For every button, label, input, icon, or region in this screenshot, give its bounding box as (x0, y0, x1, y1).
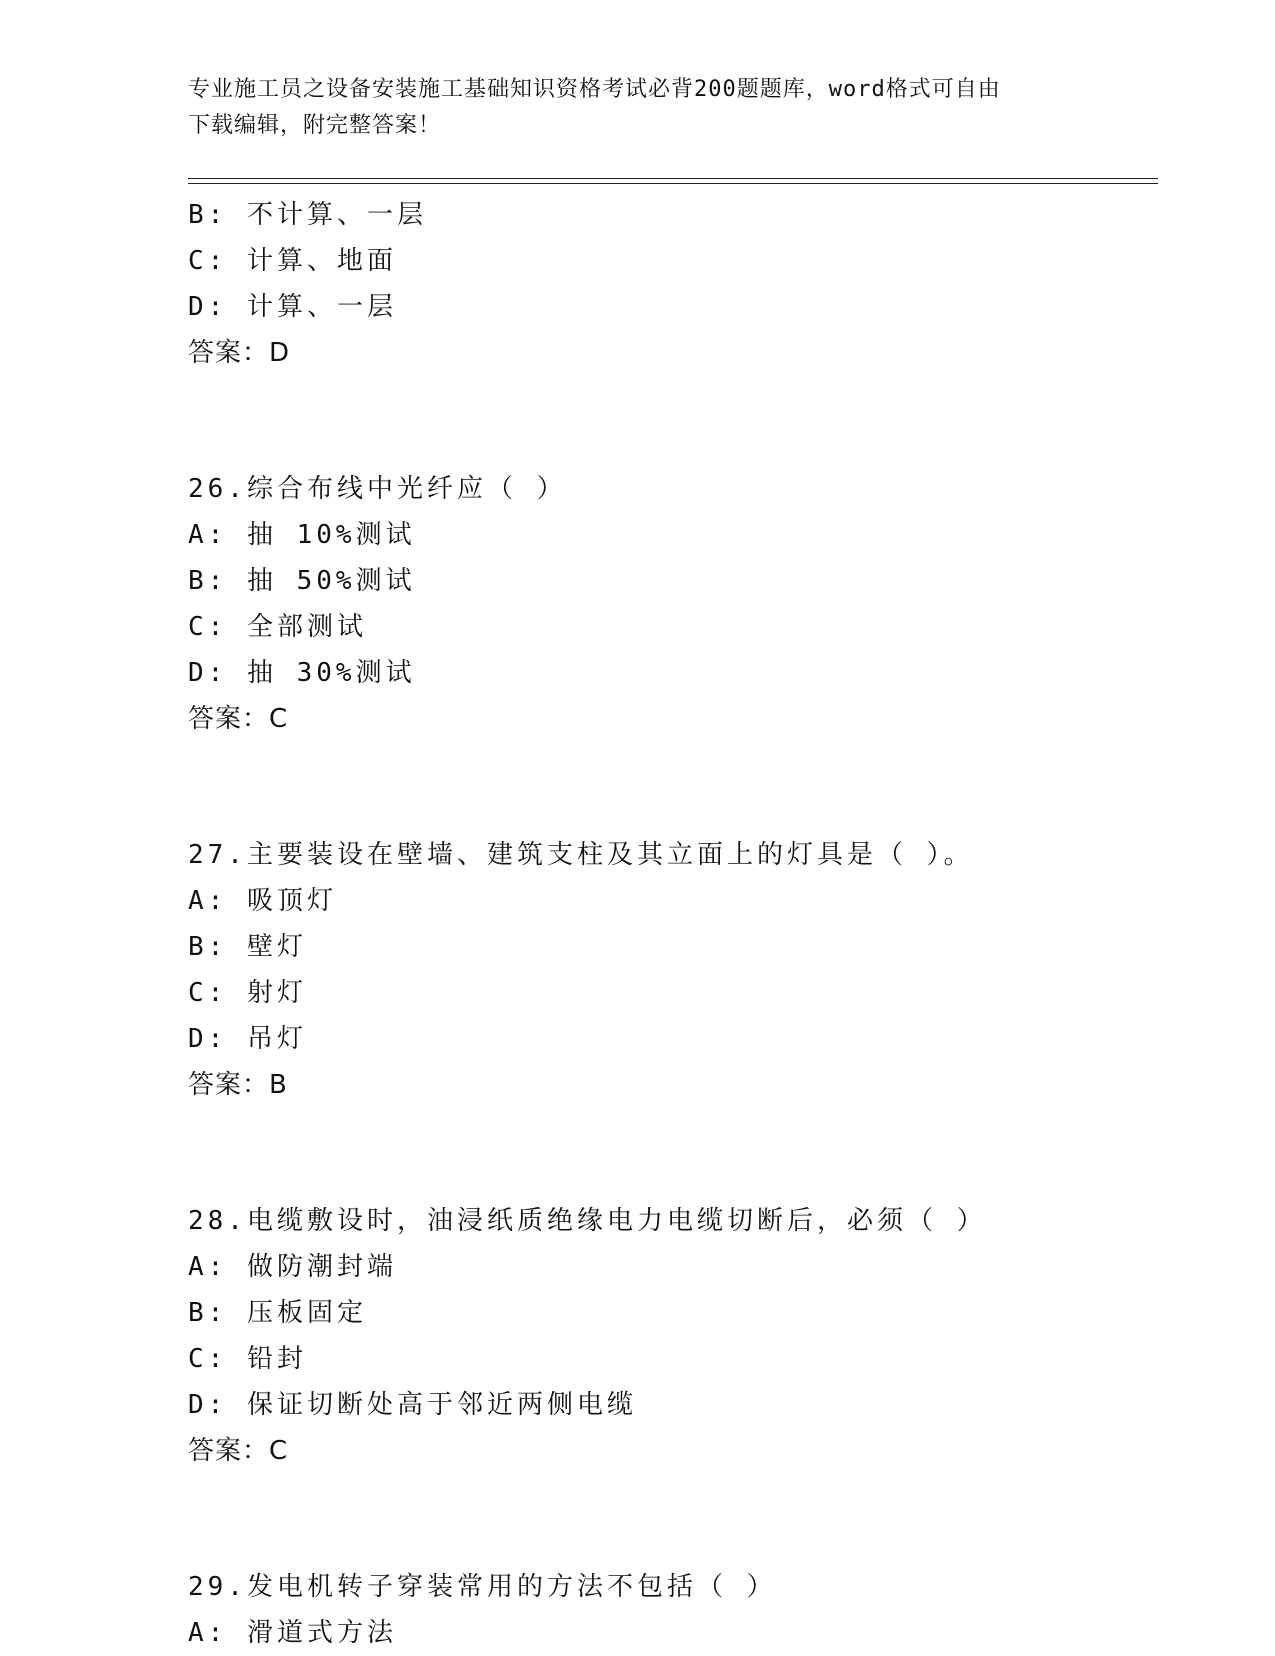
answer-line: 答案：C (188, 1436, 289, 1466)
option-c: C: 计算、地面 (188, 246, 397, 276)
option-a: A: 抽 10%测试 (188, 520, 416, 550)
header-divider-top (188, 178, 1158, 179)
question-block-26 (188, 466, 1148, 742)
option-d: D: 保证切断处高于邻近两侧电缆 (188, 1390, 637, 1420)
question-block-29 (188, 1564, 1148, 1656)
option-b: B: 压板固定 (188, 1298, 367, 1328)
option-b: B: 抽 50%测试 (188, 566, 416, 596)
option-a: A: 做防潮封端 (188, 1252, 397, 1282)
answer-line: 答案：D (188, 338, 291, 368)
option-a: A: 吸顶灯 (188, 886, 337, 916)
option-c: C: 全部测试 (188, 612, 367, 642)
question-stem: 29.发电机转子穿装常用的方法不包括（ ） (188, 1572, 777, 1602)
option-c: C: 射灯 (188, 978, 307, 1008)
option-a: A: 滑道式方法 (188, 1618, 397, 1648)
answer-line: 答案：C (188, 704, 289, 734)
question-stem: 26.综合布线中光纤应（ ） (188, 474, 567, 504)
option-d: D: 抽 30%测试 (188, 658, 416, 688)
question-stem: 28.电缆敷设时，油浸纸质绝缘电力电缆切断后，必须（ ） (188, 1206, 987, 1236)
question-block-27 (188, 832, 1148, 1108)
document-header (188, 72, 1088, 144)
option-d: D: 吊灯 (188, 1024, 307, 1054)
option-d: D: 计算、一层 (188, 292, 397, 322)
header-divider-bottom (188, 183, 1158, 184)
question-list (188, 192, 1148, 1656)
question-block-28 (188, 1198, 1148, 1474)
answer-line: 答案：B (188, 1070, 288, 1100)
question-stem: 27.主要装设在壁墙、建筑支柱及其立面上的灯具是（ ）。 (188, 840, 974, 870)
header-line-1: 专业施工员之设备安装施工基础知识资格考试必背200题题库，word格式可自由 (188, 77, 1001, 102)
option-c: C: 铅封 (188, 1344, 307, 1374)
option-b: B: 不计算、一层 (188, 200, 427, 230)
header-line-2: 下载编辑，附完整答案！ (188, 113, 442, 138)
question-block-25 (188, 192, 1148, 376)
option-b: B: 壁灯 (188, 932, 307, 962)
